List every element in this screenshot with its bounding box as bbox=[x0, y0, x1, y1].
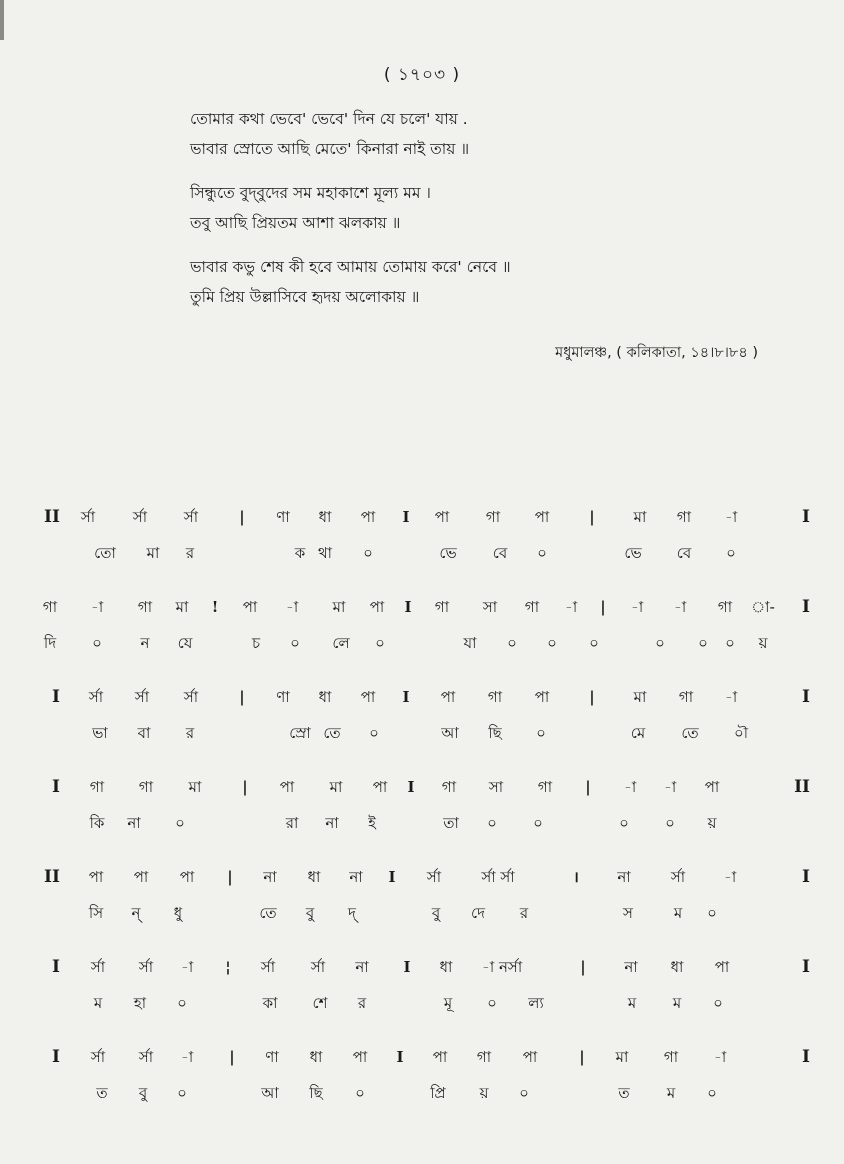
stanza-1 bbox=[190, 104, 790, 164]
swara-note: -া bbox=[724, 508, 738, 526]
lyric-line: তুমি প্রিয় উল্লাসিবে হৃদয় অলোকায় ॥ bbox=[190, 288, 420, 306]
swara-note: মা bbox=[615, 1048, 629, 1066]
bar-line-start: I bbox=[52, 777, 60, 797]
syllable: ০ bbox=[698, 634, 708, 652]
swara-note: র্সা bbox=[183, 688, 199, 706]
bar-line-end: I bbox=[802, 957, 810, 977]
syllable: ম bbox=[673, 904, 683, 922]
syllable-line bbox=[0, 1076, 844, 1110]
swara-note: না bbox=[355, 958, 369, 976]
swara-note: র্সা bbox=[138, 1048, 154, 1066]
division-mark: | bbox=[600, 598, 606, 616]
syllable: র bbox=[357, 994, 367, 1012]
swara-note: -া bbox=[623, 778, 637, 796]
bar-line-end: II bbox=[794, 777, 810, 797]
swara-note: গা bbox=[138, 778, 154, 796]
swara-note: -া bbox=[180, 958, 194, 976]
syllable: চ bbox=[251, 634, 261, 652]
syllable: তা bbox=[443, 814, 459, 832]
syllable: ০ bbox=[177, 994, 187, 1012]
swara-note: র্সা bbox=[670, 868, 686, 886]
syllable: সি bbox=[88, 904, 104, 922]
swara-note: র্সা bbox=[88, 688, 104, 706]
syllable: ০ bbox=[537, 544, 547, 562]
division-mark: | bbox=[589, 688, 595, 706]
swara-note: সা bbox=[488, 778, 504, 796]
syllable: বু bbox=[431, 904, 441, 922]
syllable: তে bbox=[681, 724, 699, 742]
syllable: য় bbox=[479, 1084, 489, 1102]
syllable-line bbox=[0, 806, 844, 840]
swara-note: পা bbox=[522, 1048, 538, 1066]
syllable-line bbox=[0, 896, 844, 930]
notation-row bbox=[0, 500, 844, 590]
syllable: দে bbox=[471, 904, 485, 922]
swara-note: গা bbox=[678, 688, 694, 706]
syllable: কা bbox=[262, 994, 278, 1012]
swara-note: ধা bbox=[318, 688, 332, 706]
swara-note: গা bbox=[485, 508, 501, 526]
syllable: মে bbox=[630, 724, 646, 742]
swara-note: -া bbox=[180, 1048, 194, 1066]
syllable: বে bbox=[492, 544, 508, 562]
swara-note: মা bbox=[633, 688, 647, 706]
swara-note: ধা bbox=[309, 1048, 323, 1066]
swara-note: -া bbox=[663, 778, 677, 796]
swara-note: ণা bbox=[276, 688, 290, 706]
swara-note: পা bbox=[369, 598, 385, 616]
syllable: ত bbox=[96, 1084, 108, 1102]
swara-note: র্সা bbox=[310, 958, 326, 976]
syllable: স bbox=[623, 904, 633, 922]
syllable-line bbox=[0, 986, 844, 1020]
swara-note: মা bbox=[329, 778, 343, 796]
swara-note: গা bbox=[487, 688, 503, 706]
division-mark: ! bbox=[211, 598, 219, 616]
swara-note: র্সা bbox=[132, 508, 148, 526]
division-mark: I bbox=[403, 958, 411, 976]
bar-line-start: I bbox=[52, 957, 60, 977]
swara-note: পা bbox=[242, 598, 258, 616]
lyric-line: তোমার কথা ভেবে' ভেবে' দিন যে চলে' যায় . bbox=[190, 110, 468, 128]
swara-note: মা bbox=[175, 598, 189, 616]
division-mark: I bbox=[407, 778, 415, 796]
syllable: বু bbox=[138, 1084, 148, 1102]
syllable: য় bbox=[758, 634, 768, 652]
swara-note: -া bbox=[564, 598, 578, 616]
swara-note: পা bbox=[434, 508, 450, 526]
division-mark: I bbox=[396, 1048, 404, 1066]
syllable: ০ bbox=[655, 634, 665, 652]
syllable: ত bbox=[618, 1084, 630, 1102]
syllable: ০ bbox=[589, 634, 599, 652]
swara-line bbox=[0, 950, 844, 984]
syllable: না bbox=[325, 814, 339, 832]
lyric-line: তবু আছি প্রিয়তম আশা ঝলকায় ॥ bbox=[190, 214, 401, 232]
syllable: ০ bbox=[487, 994, 497, 1012]
swara-line bbox=[0, 500, 844, 534]
syllable: ০ bbox=[519, 1084, 529, 1102]
syllable: মূ bbox=[443, 994, 453, 1012]
swara-line bbox=[0, 590, 844, 624]
syllable: ম bbox=[672, 994, 682, 1012]
swara-note: পা bbox=[704, 778, 720, 796]
syllable: ০ bbox=[726, 544, 736, 562]
swara-note: -া নর্সা bbox=[481, 958, 523, 976]
division-mark: | bbox=[580, 958, 586, 976]
swara-note: পা bbox=[534, 688, 550, 706]
syllable: য় bbox=[707, 814, 717, 832]
bar-line-end: I bbox=[802, 687, 810, 707]
swara-note: ধা bbox=[307, 868, 321, 886]
syllable: ০ bbox=[536, 724, 546, 742]
swara-note: র্সা bbox=[90, 1048, 106, 1066]
swara-note: র্সা bbox=[183, 508, 199, 526]
attribution: মধুমালঞ্চ, ( কলিকাতা, ১৪।৮।৮৪ ) bbox=[555, 345, 758, 361]
notation-row bbox=[0, 950, 844, 1040]
division-mark: ¦ bbox=[225, 958, 231, 976]
division-mark: । bbox=[573, 868, 579, 886]
syllable: ছি bbox=[309, 1084, 323, 1102]
syllable: ০ bbox=[369, 724, 379, 742]
division-mark: | bbox=[579, 1048, 585, 1066]
notation-row bbox=[0, 1040, 844, 1130]
syllable: ম bbox=[93, 994, 103, 1012]
bar-line-start: II bbox=[44, 507, 60, 527]
swara-note: া- bbox=[751, 598, 775, 616]
division-mark: | bbox=[242, 778, 248, 796]
syllable: তো bbox=[94, 544, 116, 562]
swara-note: গা bbox=[524, 598, 540, 616]
syllable: প্রি bbox=[430, 1084, 446, 1102]
swara-note: পা bbox=[352, 1048, 368, 1066]
swara-note: পা bbox=[432, 1048, 448, 1066]
swara-note: পা bbox=[534, 508, 550, 526]
syllable: ০ bbox=[707, 904, 717, 922]
division-mark: | bbox=[239, 688, 245, 706]
division-mark: | bbox=[227, 868, 233, 886]
syllable: ধু bbox=[173, 904, 183, 922]
swara-note: গা bbox=[676, 508, 692, 526]
swara-note: না bbox=[349, 868, 363, 886]
lyric-line: ভাবার স্রোতে আছি মেতে' কিনারা নাই তায় ॥ bbox=[190, 140, 470, 158]
syllable: মা bbox=[146, 544, 160, 562]
swara-note: ধা bbox=[439, 958, 453, 976]
swara-note: র্সা bbox=[426, 868, 442, 886]
syllable: ০ bbox=[619, 814, 629, 832]
syllable: ছি bbox=[488, 724, 502, 742]
swara-note: গা bbox=[537, 778, 553, 796]
page-number: ( ১৭০৩ ) bbox=[383, 65, 461, 85]
swara-note: পা bbox=[440, 688, 456, 706]
syllable: ম bbox=[627, 994, 637, 1012]
syllable: কি bbox=[89, 814, 105, 832]
syllable: ন bbox=[140, 634, 150, 652]
swara-note: না bbox=[617, 868, 631, 886]
swara-note: গা bbox=[137, 598, 153, 616]
stanza-3 bbox=[190, 252, 790, 312]
syllable: হা bbox=[133, 994, 147, 1012]
syllable: রা bbox=[285, 814, 299, 832]
scan-edge bbox=[0, 0, 4, 40]
swara-note: -া bbox=[673, 598, 687, 616]
syllable: ০ bbox=[725, 634, 735, 652]
swara-line bbox=[0, 1040, 844, 1074]
division-mark: I bbox=[388, 868, 396, 886]
swara-note: গা bbox=[89, 778, 105, 796]
syllable: ন্ bbox=[131, 904, 141, 922]
swara-note: -া bbox=[285, 598, 299, 616]
syllable: ০ bbox=[507, 634, 517, 652]
syllable: র bbox=[185, 724, 195, 742]
swara-note: পা bbox=[88, 868, 104, 886]
syllable: আ bbox=[441, 724, 459, 742]
syllable: আ bbox=[261, 1084, 279, 1102]
syllable: ০ bbox=[175, 814, 185, 832]
division-mark: I bbox=[402, 508, 410, 526]
syllable: বু bbox=[305, 904, 315, 922]
syllable: ক bbox=[294, 544, 306, 562]
syllable: যা bbox=[463, 634, 477, 652]
syllable: স্রো bbox=[289, 724, 311, 742]
syllable: লে bbox=[332, 634, 350, 652]
syllable: বা bbox=[137, 724, 151, 742]
syllable: ভে bbox=[439, 544, 457, 562]
syllable: ০ bbox=[355, 1084, 365, 1102]
swara-note: র্সা bbox=[80, 508, 96, 526]
swara-note: গা bbox=[42, 598, 58, 616]
notation-row bbox=[0, 680, 844, 770]
swara-note: পা bbox=[279, 778, 295, 796]
syllable: ভে bbox=[624, 544, 642, 562]
swaralipi-notation bbox=[0, 500, 844, 1130]
syllable: ০ bbox=[665, 814, 675, 832]
syllable: ০ bbox=[177, 1084, 187, 1102]
division-mark: | bbox=[239, 508, 245, 526]
swara-note: না bbox=[624, 958, 638, 976]
swara-note: -া bbox=[724, 688, 738, 706]
swara-line bbox=[0, 680, 844, 714]
swara-note: র্সা bbox=[260, 958, 276, 976]
syllable: ০ bbox=[707, 1084, 717, 1102]
syllable: ০ bbox=[533, 814, 543, 832]
syllable: র bbox=[519, 904, 529, 922]
syllable: তে bbox=[323, 724, 341, 742]
bar-line-end: I bbox=[802, 507, 810, 527]
division-mark: | bbox=[229, 1048, 235, 1066]
syllable: ০ bbox=[92, 634, 102, 652]
swara-note: গা bbox=[717, 598, 733, 616]
swara-note: পা bbox=[179, 868, 195, 886]
swara-line bbox=[0, 770, 844, 804]
swara-note: -া bbox=[713, 1048, 727, 1066]
division-mark: I bbox=[402, 688, 410, 706]
syllable: ম bbox=[666, 1084, 676, 1102]
swara-note: গা bbox=[476, 1048, 492, 1066]
swara-note: মা bbox=[332, 598, 346, 616]
syllable: ০ bbox=[290, 634, 300, 652]
syllable-line bbox=[0, 626, 844, 660]
swara-note: পা bbox=[372, 778, 388, 796]
swara-note: র্সা র্সা bbox=[481, 868, 515, 886]
stanza-2 bbox=[190, 178, 790, 238]
syllable: দ্ bbox=[348, 904, 356, 922]
bar-line-end: I bbox=[802, 1047, 810, 1067]
swara-note: ধা bbox=[670, 958, 684, 976]
bar-line-start: I bbox=[52, 687, 60, 707]
syllable: থা bbox=[317, 544, 333, 562]
syllable: ০ bbox=[363, 544, 373, 562]
syllable: ০ bbox=[375, 634, 385, 652]
syllable: ই bbox=[368, 814, 376, 832]
division-mark: I bbox=[404, 598, 412, 616]
syllable: ০ bbox=[713, 994, 723, 1012]
swara-note: র্সা bbox=[138, 958, 154, 976]
swara-note: -া bbox=[630, 598, 644, 616]
syllable-line bbox=[0, 536, 844, 570]
notation-row bbox=[0, 590, 844, 680]
swara-note: মা bbox=[633, 508, 647, 526]
syllable: র bbox=[185, 544, 195, 562]
swara-note: সা bbox=[482, 598, 498, 616]
syllable: না bbox=[127, 814, 141, 832]
syllable: তে bbox=[259, 904, 277, 922]
notation-row bbox=[0, 860, 844, 950]
bar-line-end: I bbox=[802, 867, 810, 887]
swara-note: মা bbox=[188, 778, 202, 796]
bar-line-end: I bbox=[802, 597, 810, 617]
lyric-line: ভাবার কভু শেষ কী হবে আমায় তোমায় করে' নেবে ॥ bbox=[190, 258, 511, 276]
swara-note: ণা bbox=[265, 1048, 279, 1066]
song-lyrics bbox=[190, 104, 790, 326]
swara-note: না bbox=[263, 868, 277, 886]
swara-note: পা bbox=[360, 508, 376, 526]
lyric-line: সিন্ধুতে বুদ্‌বুদের সম মহাকাশে মূল্য মম । bbox=[190, 184, 431, 202]
swara-line bbox=[0, 860, 844, 894]
syllable: ০ৗ bbox=[733, 724, 749, 742]
swara-note: পা bbox=[360, 688, 376, 706]
syllable: বে bbox=[676, 544, 692, 562]
swara-note: ধা bbox=[318, 508, 332, 526]
syllable: যে bbox=[177, 634, 193, 652]
syllable: ভা bbox=[92, 724, 108, 742]
division-mark: | bbox=[585, 778, 591, 796]
swara-note: গা bbox=[434, 598, 450, 616]
bar-line-start: II bbox=[44, 867, 60, 887]
syllable: দি bbox=[43, 634, 57, 652]
swara-note: -া bbox=[90, 598, 104, 616]
syllable: শে bbox=[312, 994, 328, 1012]
swara-note: র্সা bbox=[90, 958, 106, 976]
swara-note: ণা bbox=[276, 508, 290, 526]
syllable-line bbox=[0, 716, 844, 750]
syllable: ০ bbox=[547, 634, 557, 652]
swara-note: গা bbox=[663, 1048, 679, 1066]
swara-note: গা bbox=[441, 778, 457, 796]
swara-note: পা bbox=[714, 958, 730, 976]
syllable: ল্য bbox=[528, 994, 544, 1012]
swara-note: -া bbox=[723, 868, 737, 886]
bar-line-start: I bbox=[52, 1047, 60, 1067]
swara-note: র্সা bbox=[134, 688, 150, 706]
division-mark: | bbox=[589, 508, 595, 526]
notation-row bbox=[0, 770, 844, 860]
swara-note: পা bbox=[133, 868, 149, 886]
syllable: ০ bbox=[487, 814, 497, 832]
